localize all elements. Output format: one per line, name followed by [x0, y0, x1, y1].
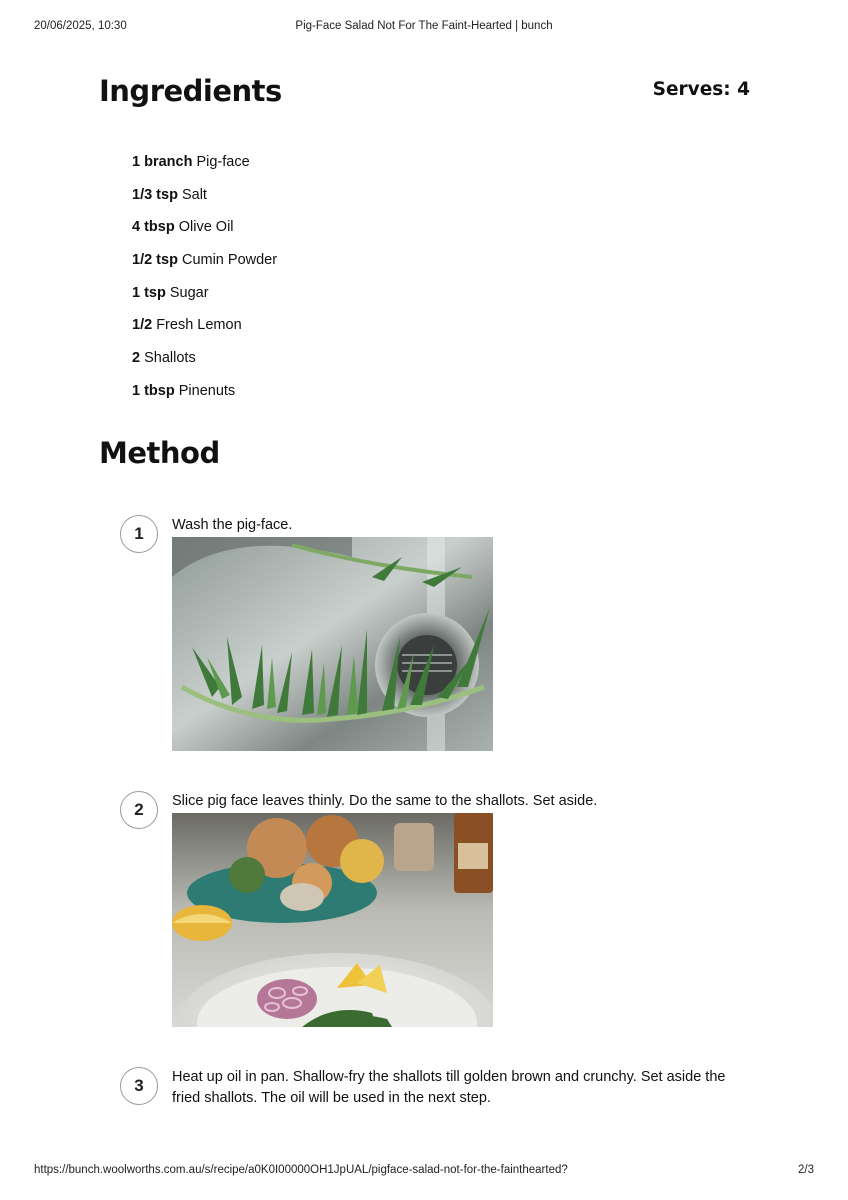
ingredient-item	[132, 217, 277, 250]
ingredient-name: Fresh Lemon	[156, 317, 242, 334]
ingredient-qty: 1/2	[132, 317, 153, 334]
step-number-badge: 3	[120, 1067, 158, 1105]
print-url: https://bunch.woolworths.com.au/s/recipe/a0K0I00000OH1JpUAL/pigface-salad-not-for-the-fainthearted?	[34, 1164, 568, 1176]
ingredient-name: Cumin Powder	[181, 252, 278, 269]
step-photo-pigface-in-sink	[172, 537, 493, 751]
ingredient-item	[132, 152, 277, 185]
serves-count: Serves: 4	[652, 79, 750, 100]
ingredient-name: Salt	[181, 186, 207, 203]
step-photo-sliced-shallots	[172, 813, 493, 1027]
ingredient-qty: 1 tsp	[132, 284, 166, 301]
page-indicator: 2/3	[798, 1164, 814, 1176]
print-page-title: Pig-Face Salad Not For The Faint-Hearted | bunch	[295, 20, 553, 32]
ingredient-qty: 1 tbsp	[132, 382, 175, 399]
ingredients-heading: Ingredients	[99, 74, 282, 108]
ingredient-name: Shallots	[144, 350, 196, 367]
ingredient-qty: 4 tbsp	[132, 219, 175, 236]
ingredient-name: Sugar	[169, 284, 209, 301]
ingredient-name: Olive Oil	[178, 219, 234, 236]
step-text: Slice pig face leaves thinly. Do the same to the shallots. Set aside.	[172, 793, 598, 809]
ingredient-item	[132, 250, 277, 283]
print-footer	[34, 1164, 814, 1180]
step-number-badge: 2	[120, 791, 158, 829]
ingredient-name: Pig-face	[196, 154, 250, 170]
ingredient-item	[132, 381, 277, 414]
step-text: Heat up oil in pan. Shallow-fry the shallots till golden brown and crunchy. Set aside the fried shallots. The oil will be used in the next step.	[172, 1069, 726, 1106]
step-text: Wash the pig-face.	[172, 517, 293, 533]
print-datetime: 20/06/2025, 10:30	[34, 20, 127, 32]
ingredient-qty: 1/3 tsp	[132, 186, 178, 203]
ingredient-item	[132, 185, 277, 218]
ingredients-list	[132, 152, 277, 414]
print-header	[34, 20, 814, 36]
ingredient-item	[132, 315, 277, 348]
ingredient-qty: 1/2 tsp	[132, 252, 178, 269]
step-number-badge: 1	[120, 515, 158, 553]
ingredient-name: Pinenuts	[178, 382, 236, 399]
ingredient-item	[132, 348, 277, 381]
ingredient-item	[132, 283, 277, 316]
ingredient-qty: 2	[132, 350, 141, 367]
ingredient-qty: 1 branch	[132, 154, 193, 170]
method-heading: Method	[99, 436, 220, 470]
